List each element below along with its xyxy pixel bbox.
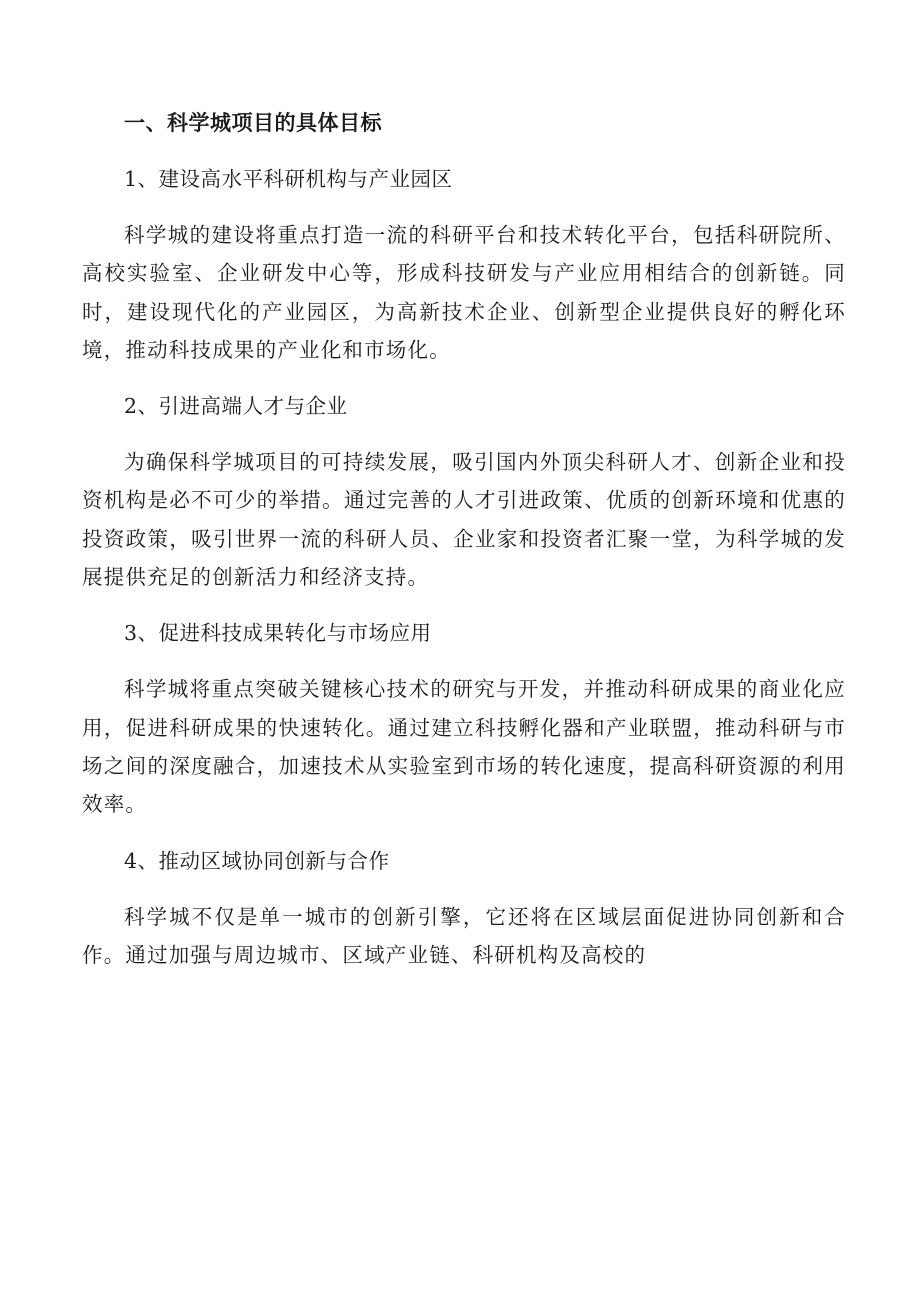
- paragraph-4: 科学城不仅是单一城市的创新引擎，它还将在区域层面促进协同创新和合作。通过加强与周边城市、区域产业链、科研机构及高校的: [82, 904, 846, 967]
- paragraph-2: 为确保科学城项目的可持续发展，吸引国内外顶尖科研人才、创新企业和投资机构是必不可少的举措。通过完善的人才引进政策、优质的创新环境和优惠的投资政策，吸引世界一流的科研人员、企业家和投资者汇聚一堂，为科学城的发展提供充足的创新活力和经济支持。: [82, 450, 846, 590]
- paragraph-1: 科学城的建设将重点打造一流的科研平台和技术转化平台，包括科研院所、高校实验室、企业研发中心等，形成科技研发与产业应用相结合的创新链。同时，建设现代化的产业园区，为高新技术企业、创新型企业提供良好的孵化环境，推动科技成果的产业化和市场化。: [82, 223, 846, 362]
- subsection-heading-3: 3、促进科技成果转化与市场应用: [124, 621, 432, 646]
- paragraph-3: 科学城将重点突破关键核心技术的研究与开发，并推动科研成果的商业化应用，促进科研成果的快速转化。通过建立科技孵化器和产业联盟，推动科研与市场之间的深度融合，加速技术从实验室到市场的转化速度，提高科研资源的利用效率。: [82, 677, 846, 817]
- subsection-heading-1: 1、建设高水平科研机构与产业园区: [124, 167, 453, 191]
- section-title: 一、科学城项目的具体目标: [124, 111, 382, 135]
- document-content: [82, 104, 846, 992]
- subsection-heading-4: 4、推动区域协同创新与合作: [124, 848, 390, 873]
- subsection-heading-2: 2、引进高端人才与企业: [124, 394, 348, 419]
